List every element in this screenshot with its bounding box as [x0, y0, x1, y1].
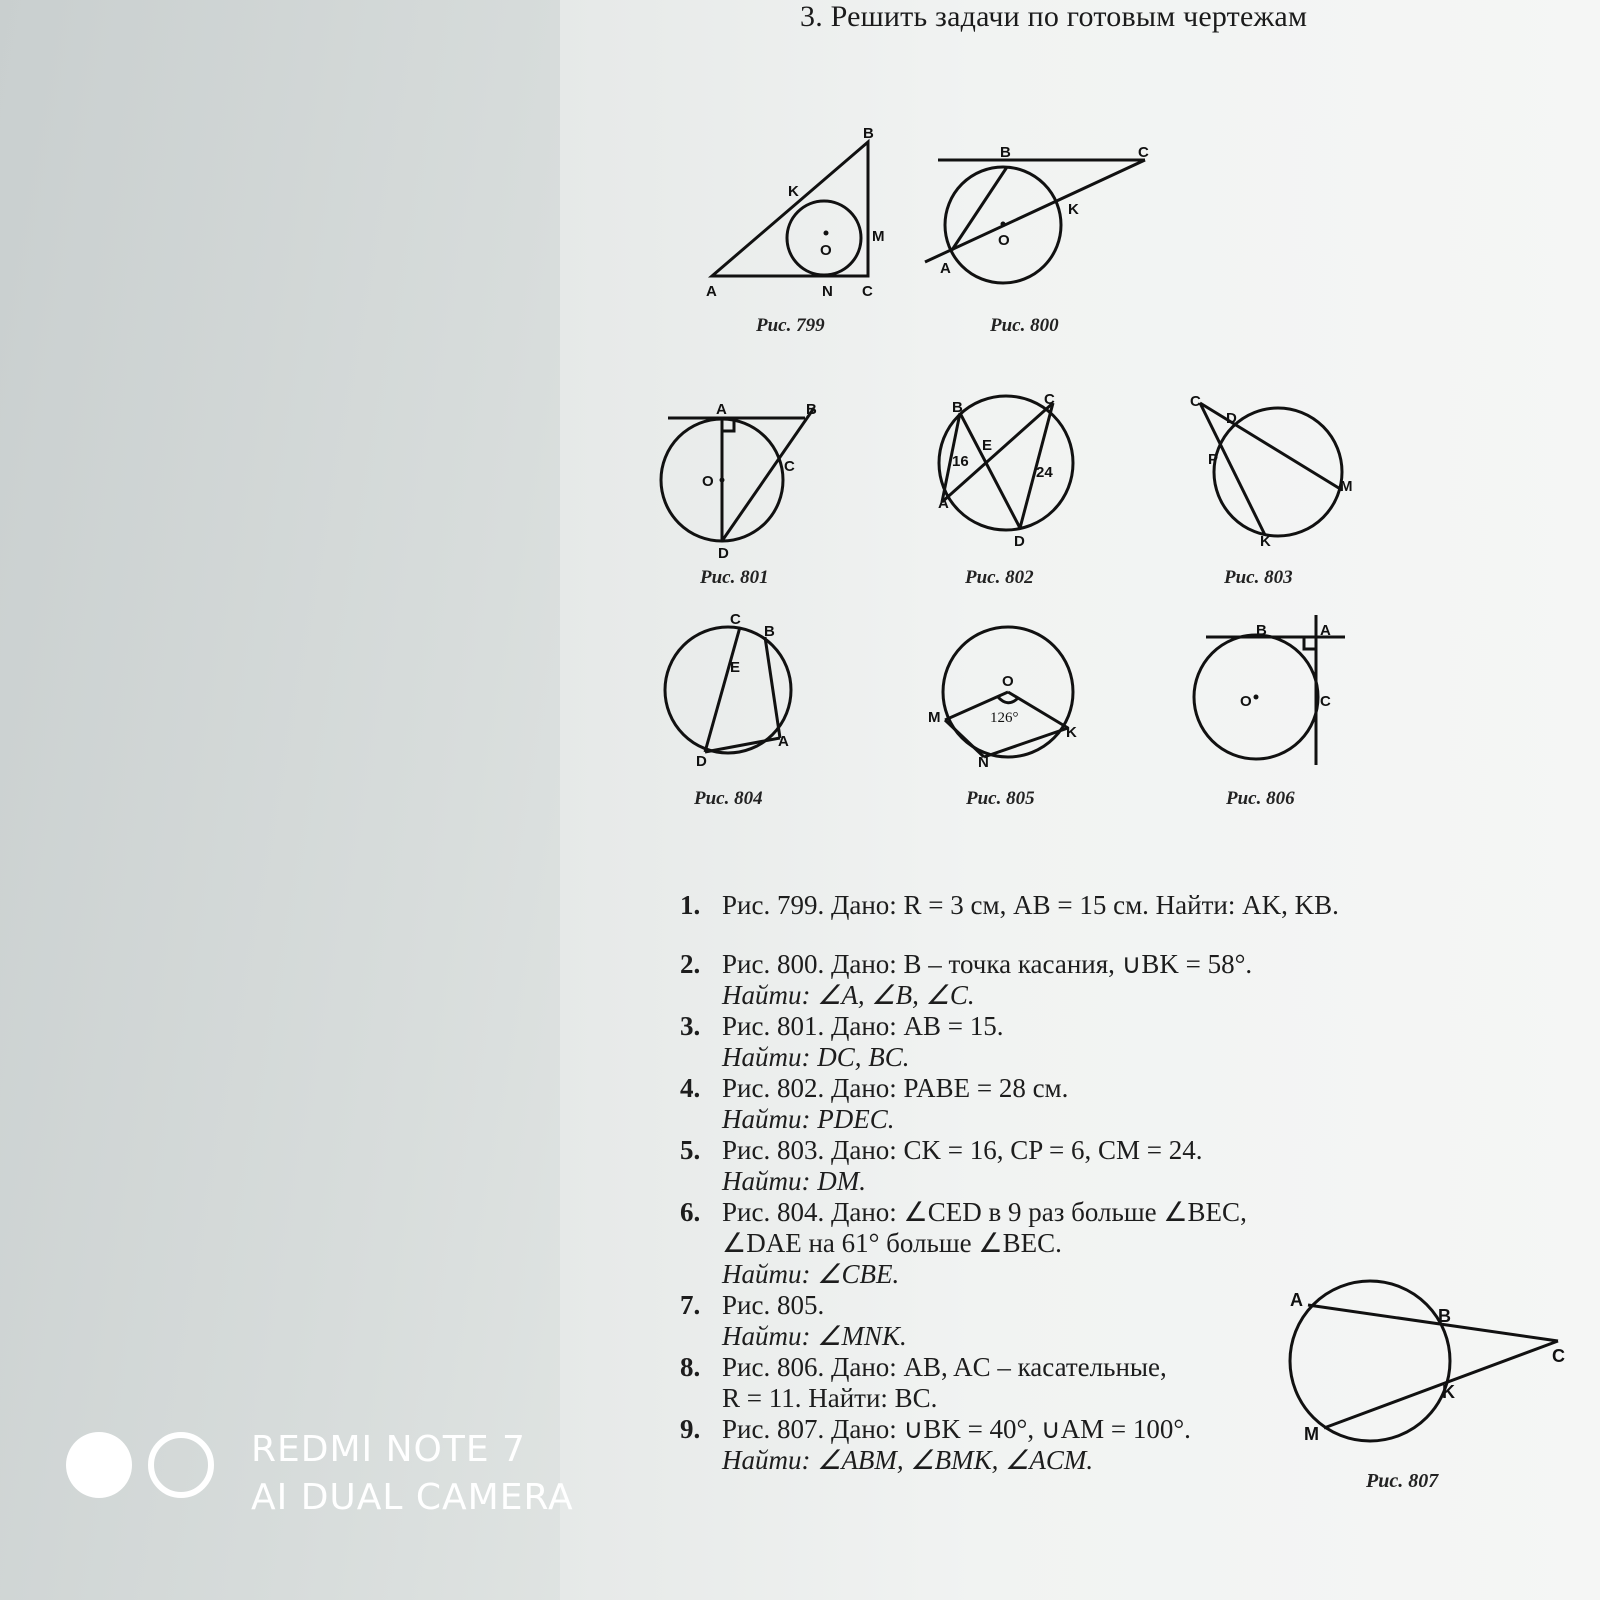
caption-804: Рис. 804 [694, 788, 763, 809]
label-805-n: N [978, 754, 989, 771]
page-heading: 3. Решить задачи по готовым чертежам [800, 0, 1308, 33]
figure-805 [943, 627, 1073, 757]
label-804-a: A [778, 733, 789, 750]
problem-number: 8. [680, 1352, 701, 1382]
label-802-b: B [952, 399, 963, 416]
caption-807: Рис. 807 [1366, 1470, 1439, 1492]
problem-item [680, 890, 1380, 921]
caption-803: Рис. 803 [1224, 567, 1293, 588]
problem-number: 9. [680, 1414, 701, 1444]
label-802-d: D [1014, 533, 1025, 550]
label-807-k: K [1442, 1382, 1455, 1402]
problem-text: Рис. 805. [722, 1290, 825, 1320]
caption-806: Рис. 806 [1226, 788, 1295, 809]
label-806-a: A [1320, 622, 1331, 639]
problem-find: Найти: DC, BC. [722, 1042, 910, 1072]
problem-item [680, 1011, 1380, 1073]
problem-item [680, 1135, 1380, 1197]
caption-802: Рис. 802 [965, 567, 1034, 588]
label-803-p: P [1208, 451, 1219, 468]
label-802-c: C [1044, 391, 1055, 408]
label-801-a: A [716, 401, 727, 418]
label-802-len-16: 16 [952, 453, 969, 470]
label-799-a: A [706, 283, 717, 300]
label-807-c: C [1552, 1346, 1565, 1366]
problem-text-cont: ∠DAE на 61° больше ∠BEC. [722, 1228, 1062, 1258]
problem-number: 6. [680, 1197, 701, 1227]
problem-text: Рис. 806. Дано: AB, AC – касательные, [722, 1352, 1167, 1382]
watermark-line-1: REDMI NOTE 7 [251, 1429, 526, 1470]
label-805-angle: 126° [990, 710, 1019, 726]
center-dot [1001, 222, 1006, 227]
label-799-o: O [820, 242, 832, 259]
label-806-o: O [1240, 693, 1252, 710]
label-803-d: D [1226, 410, 1237, 427]
problem-item [680, 1197, 1380, 1290]
label-802-a: A [938, 495, 949, 512]
problem-text: Рис. 801. Дано: AB = 15. [722, 1011, 1004, 1041]
figure-800 [925, 160, 1145, 283]
watermark-line-2: AI DUAL CAMERA [251, 1477, 574, 1518]
label-803-m: M [1340, 478, 1353, 495]
label-801-o: O [702, 473, 714, 490]
problem-number: 1. [680, 890, 701, 920]
label-806-c: C [1320, 693, 1331, 710]
problem-number: 7. [680, 1290, 701, 1320]
problem-find: Найти: ∠MNK. [722, 1321, 907, 1351]
label-804-c: C [730, 611, 741, 628]
label-802-len-24: 24 [1036, 464, 1053, 481]
problem-find: Найти: ∠A, ∠B, ∠C. [722, 980, 975, 1010]
problem-item [680, 1073, 1380, 1135]
caption-805: Рис. 805 [966, 788, 1035, 809]
label-800-k: K [1068, 201, 1079, 218]
caption-799: Рис. 799 [756, 315, 825, 336]
label-799-k: K [788, 183, 799, 200]
caption-800: Рис. 800 [990, 315, 1059, 336]
label-799-c: C [862, 283, 873, 300]
label-800-b: B [1000, 144, 1011, 161]
label-800-c: C [1138, 144, 1149, 161]
label-799-m: M [872, 228, 885, 245]
problem-text: Рис. 800. Дано: B – точка касания, ∪BK = 58°. [722, 949, 1253, 979]
problem-text: Рис. 807. Дано: ∪BK = 40°, ∪AM = 100°. [722, 1414, 1191, 1444]
figure-803 [1200, 403, 1342, 536]
label-801-c: C [784, 458, 795, 475]
filled-circle-icon [66, 1432, 132, 1498]
label-807-a: A [1290, 1290, 1303, 1310]
problem-item [680, 1414, 1380, 1476]
problem-item [680, 949, 1380, 1011]
label-804-b: B [764, 623, 775, 640]
problem-text-cont: R = 11. Найти: BC. [722, 1383, 938, 1413]
label-805-o: O [1002, 673, 1014, 690]
problem-text: Рис. 802. Дано: PABE = 28 см. [722, 1073, 1069, 1103]
problem-list [680, 890, 1380, 1476]
problem-number: 5. [680, 1135, 701, 1165]
label-807-m: M [1304, 1424, 1319, 1444]
problem-text: Рис. 803. Дано: CK = 16, CP = 6, CM = 24. [722, 1135, 1203, 1165]
label-800-a: A [940, 260, 951, 277]
label-799-b: B [863, 125, 874, 142]
problem-text: Рис. 799. Дано: R = 3 см, AB = 15 см. Найти: AK, KB. [722, 890, 1339, 920]
label-805-k: K [1066, 724, 1077, 741]
label-803-k: K [1260, 533, 1271, 550]
problem-item [680, 1290, 1380, 1352]
label-803-c: C [1190, 393, 1201, 410]
label-807-b: B [1438, 1306, 1451, 1326]
ring-circle-icon [148, 1432, 214, 1498]
problem-item [680, 1352, 1380, 1414]
label-805-m: M [928, 709, 941, 726]
label-806-b: B [1256, 622, 1267, 639]
problem-find: Найти: DM. [722, 1166, 866, 1196]
label-802-e: E [982, 437, 993, 454]
center-dot [720, 478, 725, 483]
label-801-d: D [718, 545, 729, 562]
figure-804 [665, 627, 791, 753]
problem-find: Найти: ∠CBE. [722, 1259, 900, 1289]
center-dot [1254, 695, 1259, 700]
problem-number: 3. [680, 1011, 701, 1041]
watermark-text [251, 1426, 574, 1522]
problem-find: Найти: ∠ABM, ∠BMK, ∠ACM. [722, 1445, 1094, 1475]
figure-799 [712, 142, 868, 276]
label-799-n: N [822, 283, 833, 300]
caption-801: Рис. 801 [700, 567, 769, 588]
problem-number: 4. [680, 1073, 701, 1103]
label-804-e: E [730, 659, 741, 676]
problem-number: 2. [680, 949, 701, 979]
label-800-o: O [998, 232, 1010, 249]
label-801-b: B [806, 401, 817, 418]
problem-text: Рис. 804. Дано: ∠CED в 9 раз больше ∠BEC, [722, 1197, 1247, 1227]
label-804-d: D [696, 753, 707, 770]
problem-find: Найти: PDEC. [722, 1104, 895, 1134]
center-dot [824, 231, 829, 236]
